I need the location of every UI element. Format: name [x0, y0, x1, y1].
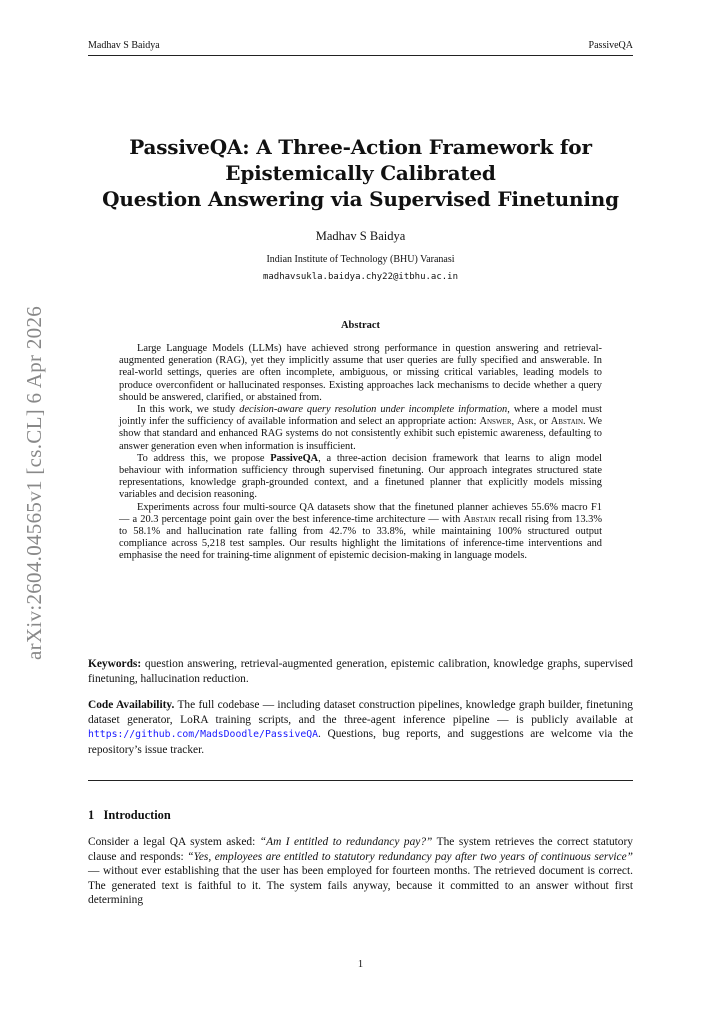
- text-span: Consider a legal QA system asked:: [88, 836, 260, 848]
- page-number: 1: [357, 959, 364, 970]
- running-header-author: Madhav S Baidya: [88, 40, 160, 51]
- bold-span: PassiveQA: [270, 452, 319, 464]
- abstract-paragraph-2: [119, 404, 602, 453]
- text-span: In this work, we study: [137, 404, 240, 416]
- text-span: , where a model must jointly infer the sufficiency of available information and select an appropriate action:: [119, 404, 602, 428]
- paper-title: [88, 134, 633, 212]
- keywords-block: [88, 657, 633, 686]
- quote-span: “Am I entitled to redundancy pay?”: [259, 836, 433, 848]
- text-span: Experiments across four multi-source QA datasets show that the finetuned planner achieves 55.6% macro F1 — a 20.3 percentage point gain over the best inference-time architecture — with: [119, 501, 602, 525]
- header-rule: [88, 55, 633, 56]
- author-affiliation: Indian Institute of Technology (BHU) Varanasi: [266, 254, 455, 265]
- text-span: . We show that standard and enhanced RAG systems do not consistently exhibit such epistemic awareness, defaulting to answer generation even when information is insufficient.: [119, 416, 603, 452]
- repo-link[interactable]: https://github.com/MadsDoodle/PassiveQA: [88, 729, 319, 741]
- section-heading: [88, 808, 171, 823]
- section-title: Introduction: [103, 808, 171, 822]
- action-ask: Ask: [517, 416, 534, 428]
- title-line-1: PassiveQA: A Three-Action Framework for: [129, 135, 592, 159]
- text-span: The system retrieves the correct statutory clause and responds:: [88, 836, 633, 863]
- action-answer: Answer: [479, 416, 512, 428]
- author-email[interactable]: madhavsukla.baidya.chy22@itbhu.ac.in: [262, 272, 459, 282]
- section-number: 1: [88, 808, 95, 822]
- text-span: To address this, we propose: [137, 452, 271, 464]
- title-line-3: Question Answering via Supervised Finetuning: [102, 187, 619, 211]
- author-name: Madhav S Baidya: [315, 229, 406, 243]
- intro-paragraph: [88, 835, 633, 908]
- title-line-2: Epistemically Calibrated: [225, 161, 496, 185]
- abstract-paragraph-3: [119, 453, 602, 502]
- text-span: recall rising from 13.3% to 58.1% and hallucination rate falling from 42.7% to 33.8%, while maintaining 100% structured output compliance across 5,218 test samples. Our results highlight the limitations of inference-time interventions and emphasise the need for training-time alignment of epistemic decision-making in language models.: [119, 513, 602, 562]
- section-rule: [88, 780, 633, 781]
- arxiv-stamp: arXiv:2604.04565v1 [cs.CL] 6 Apr 2026: [22, 305, 46, 660]
- quote-span: “Yes, employees are entitled to statutory redundancy pay after two years of continuous service”: [187, 850, 633, 863]
- emphasis-span: decision-aware query resolution under incomplete information: [239, 404, 508, 416]
- text-span: ,: [511, 416, 518, 428]
- action-abstain: Abstain: [463, 513, 496, 525]
- running-header-title: PassiveQA: [588, 40, 633, 51]
- code-availability-block: [88, 698, 633, 757]
- text-span: — without ever establishing that the user has been employed for fourteen months. The retrieved document is correct. The generated text is faithful to it. The system fails anyway, because it committed to an answer without first determining: [88, 865, 633, 907]
- keywords-text: question answering, retrieval-augmented generation, epistemic calibration, knowledge graphs, supervised finetuning, hallucination reduction.: [88, 658, 633, 685]
- abstract-heading: Abstract: [340, 320, 381, 331]
- code-text-b: . Questions, bug reports, and suggestions are welcome via the repository’s issue tracker.: [88, 728, 633, 756]
- code-label: Code Availability.: [88, 699, 175, 711]
- text-span: , or: [533, 416, 551, 428]
- keywords-label: Keywords:: [88, 658, 142, 670]
- action-abstain: Abstain: [550, 416, 584, 428]
- abstract-body: [119, 343, 602, 563]
- abstract-paragraph-1: Large Language Models (LLMs) have achieved strong performance in question answering and retrieval-augmented generation (RAG), yet they implicitly assume that user queries are fully specified and answerable. In real-world settings, queries are often incomplete, ambiguous, or missing critical variables, leading models to produce overconfident or hallucinated responses. Existing approaches lack mechanisms to decide whether a query should be answered, clarified, or abstained from.: [119, 343, 602, 403]
- text-span: , a three-action decision framework that learns to align model behaviour with information sufficiency through supervised finetuning. Our approach integrates structured state representations, knowledge graph-grounded context, and a finetuned planner that explicitly models missing variables and decision reasoning.: [119, 452, 602, 501]
- abstract-paragraph-4: [119, 502, 602, 563]
- code-text-a: The full codebase — including dataset construction pipelines, knowledge graph builder, finetuning dataset generator, LoRA training scripts, and the three-agent inference pipeline — is publicly available at: [88, 699, 633, 726]
